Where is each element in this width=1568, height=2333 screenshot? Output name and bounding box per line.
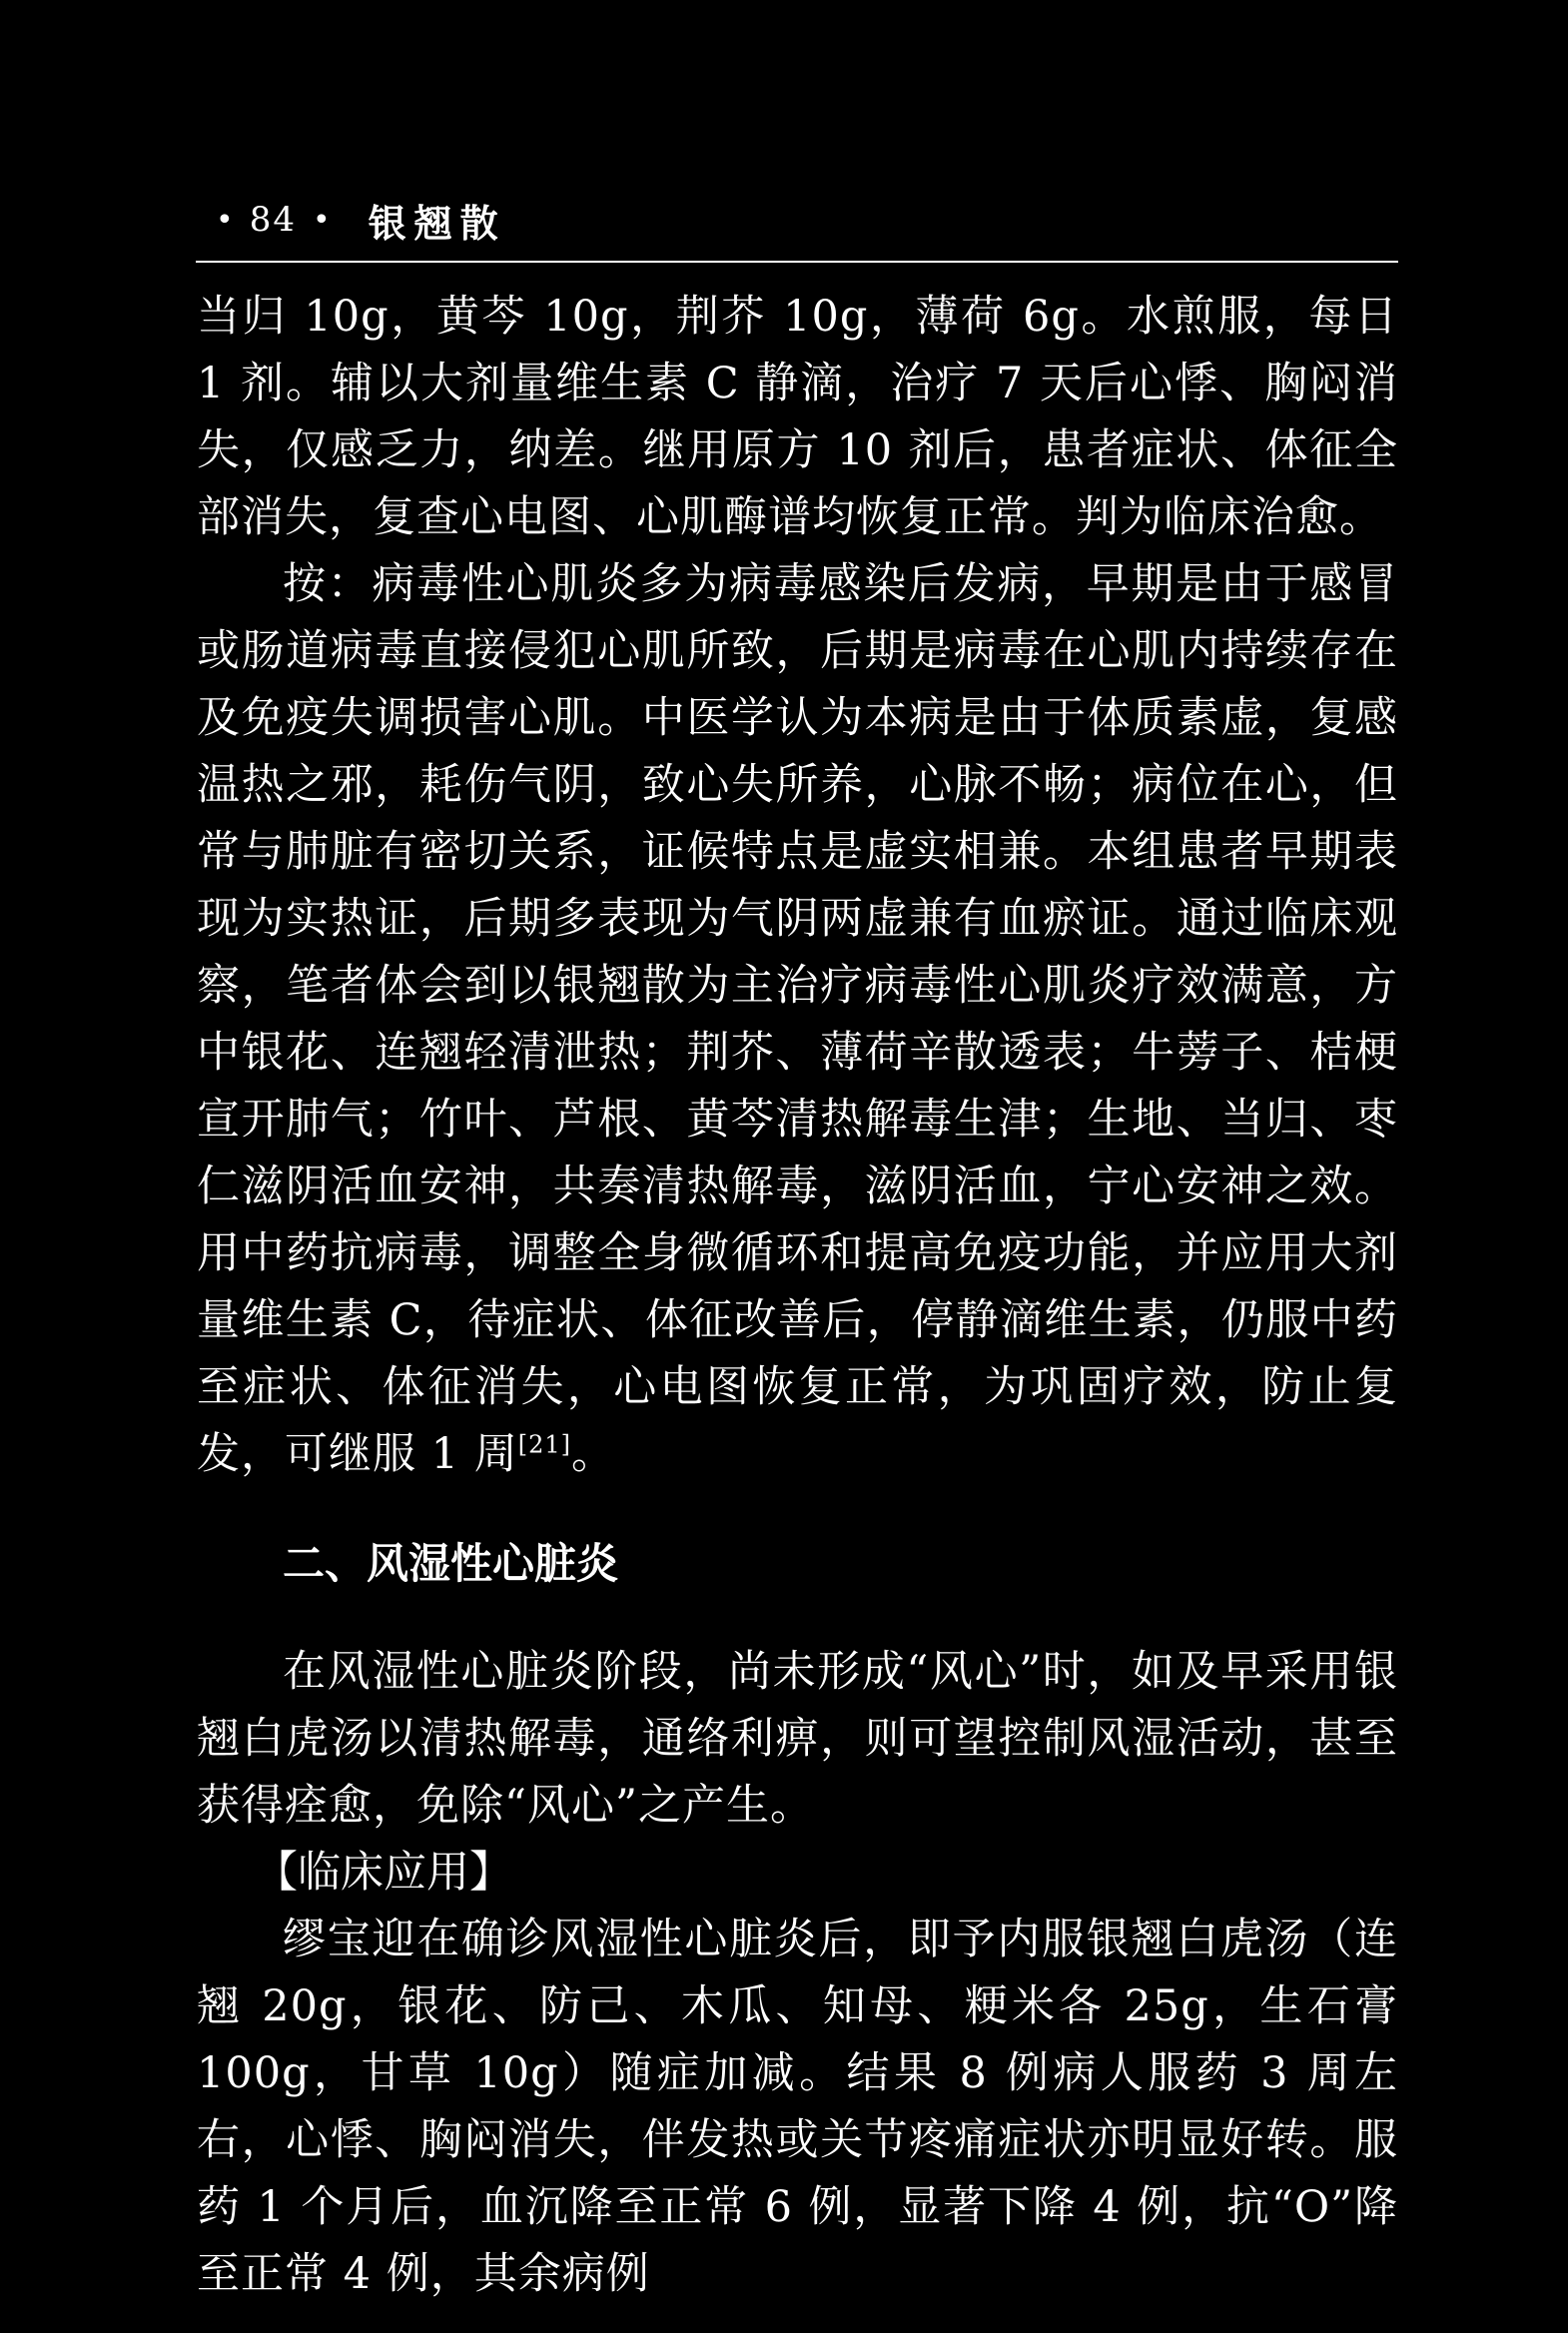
paragraph-commentary	[197, 551, 1398, 1488]
commentary-end: 。	[570, 1429, 615, 1479]
page-header	[200, 190, 1398, 250]
paragraph-clinical: 缪宝迎在确诊风湿性心脏炎后，即予内服银翘白虎汤（连翘 20g，银花、防己、木瓜、知母、粳米各 25g，生石膏 100g，甘草 10g）随症加减。结果 8 例病人服药 3 周左右，心悸、胸闷消失，伴发热或关节疼痛症状亦明显好转。服药 1 个月后，血沉降至正常 6 例，显著下降 4 例，抗“O”降至正常 4 例，其余病例	[197, 1915, 1398, 2299]
paragraph-intro: 在风湿性心脏炎阶段，尚未形成“风心”时，如及早采用银翘白虎汤以清热解毒，通络利痹，则可望控制风湿活动，甚至获得痊愈，免除“风心”之产生。	[197, 1647, 1398, 1831]
bullet-dot: •	[312, 202, 331, 238]
clinical-application-label: 【临床应用】	[255, 1848, 512, 1898]
page-body	[197, 284, 1398, 2308]
bullet-dot: •	[216, 202, 234, 238]
paragraph-case-continuation: 当归 10g，黄芩 10g，荆芥 10g，薄荷 6g。水煎服，每日 1 剂。辅以大剂量维生素 C 静滴，治疗 7 天后心悸、胸闷消失，仅感乏力，纳差。继用原方 10 剂后，患者症状、体征全部消失，复查心电图、心肌酶谱均恢复正常。判为临床治愈。	[197, 292, 1398, 542]
header-rule	[196, 261, 1398, 263]
commentary-text: 按：病毒性心肌炎多为病毒感染后发病，早期是由于感冒或肠道病毒直接侵犯心肌所致，后期是病毒在心肌内持续存在及免疫失调损害心肌。中医学认为本病是由于体质素虚，复感温热之邪，耗伤气阴，致心失所养，心脉不畅；病位在心，但常与肺脏有密切关系，证候特点是虚实相兼。本组患者早期表现为实热证，后期多表现为气阴两虚兼有血瘀证。通过临床观察，笔者体会到以银翘散为主治疗病毒性心肌炎疗效满意，方中银花、连翘轻清泄热；荆芥、薄荷辛散透表；牛蒡子、桔梗宣开肺气；竹叶、芦根、黄芩清热解毒生津；生地、当归、枣仁滋阴活血安神，共奏清热解毒，滋阴活血，宁心安神之效。用中药抗病毒，调整全身微循环和提高免疫功能，并应用大剂量维生素 C，待症状、体征改善后，停静滴维生素，仍服中药至症状、体征消失，心电图恢复正常，为巩固疗效，防止复发，可继服 1 周	[197, 559, 1398, 1479]
running-title: 银翘散	[368, 200, 506, 246]
page-number: 84	[249, 200, 297, 240]
section-heading: 二、风湿性心脏炎	[283, 1539, 619, 1588]
citation-ref: [21]	[517, 1430, 571, 1459]
